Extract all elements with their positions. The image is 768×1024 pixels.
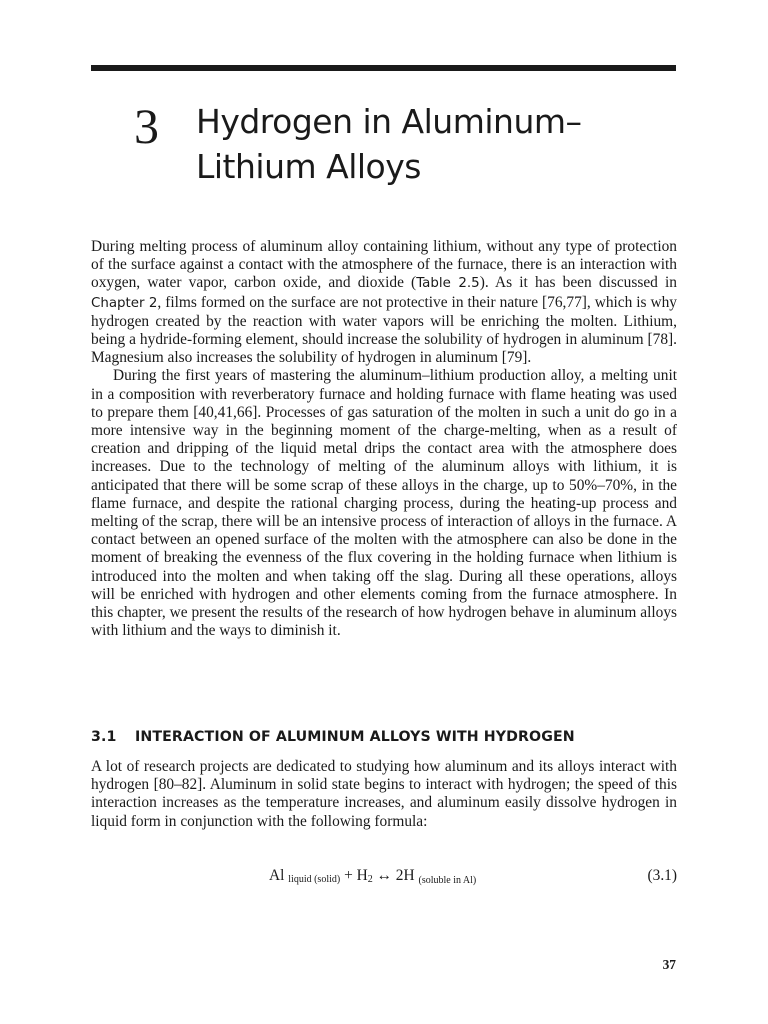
equation-plus-h: + H bbox=[340, 867, 368, 884]
table-reference-link[interactable]: Table 2.5 bbox=[416, 276, 480, 292]
intro-p1-text-b: ). As it has been discussed in bbox=[479, 274, 677, 292]
section-number: 3.1 bbox=[91, 729, 117, 745]
equation-arrow-2h: ↔ 2H bbox=[372, 867, 415, 884]
equation-h2-subscript: 2 bbox=[367, 874, 373, 885]
equation-3-1 bbox=[91, 867, 677, 889]
chapter-title-line-1: Hydrogen in Aluminum– bbox=[196, 102, 582, 141]
section-body bbox=[91, 758, 677, 831]
equation-h-subscript: (soluble in Al) bbox=[418, 875, 477, 886]
chapter-title-line-2: Lithium Alloys bbox=[196, 147, 421, 186]
equation-expression bbox=[269, 867, 476, 886]
intro-p1-text-a: During melting process of aluminum alloy containing lithium, without any type of protection of the surface against a contact with the atmosphere of the furnace, there is an interaction with oxygen, water vapor, carbon oxide, and dioxide ( bbox=[91, 238, 677, 292]
equation-al: Al bbox=[269, 867, 285, 884]
chapter-number: 3 bbox=[134, 98, 159, 154]
intro-body bbox=[91, 238, 677, 640]
chapter-top-rule bbox=[91, 65, 676, 71]
section-title: INTERACTION OF ALUMINUM ALLOYS WITH HYDROGEN bbox=[135, 729, 575, 745]
section-heading bbox=[91, 728, 677, 746]
page-number: 37 bbox=[662, 957, 676, 972]
equation-al-subscript: liquid (solid) bbox=[288, 874, 341, 885]
intro-paragraph-1 bbox=[91, 238, 677, 367]
section-paragraph-1: A lot of research projects are dedicated to studying how aluminum and its alloys interact with hydrogen [80–82]. Aluminum in solid state begins to interact with hydrogen; the speed of this interaction increases as the temperature increases, and aluminum easily dissolve hydrogen in liquid form in conjunction with the following formula: bbox=[91, 758, 677, 830]
intro-paragraph-2: During the first years of mastering the aluminum–lithium production alloy, a melting unit in a composition with reverberatory furnace and holding furnace with flame heating was used to prepare them [40,41,66]. Processes of gas saturation of the molten in such a unit do go in a more intensive way in the beginning moment of the charge-melting, when as a result of creation and dripping of the liquid metal drips the contact area with the atmosphere does increases. Due to the technology of melting of the aluminum alloys with lithium, it is anticipated that there will be some scrap of these alloys in the charge, up to 50%–70%, in the flame furnace, and despite the rational charging process, during the heating-up process and melting of the scrap, there will be an intensive process of interaction of alloys in the furnace. A contact between an opened surface of the molten with the atmosphere can also be done in the moment of breaking the evenness of the flux covering in the holding furnace when lithium is introduced into the molten and when taking off the slag. During all these operations, alloys will be enriched with hydrogen and other elements coming from the furnace atmosphere. In this chapter, we present the results of the research of how hydrogen behave in aluminum alloys with lithium and the ways to diminish it. bbox=[91, 367, 677, 640]
chapter-reference-link[interactable]: Chapter 2 bbox=[91, 295, 158, 311]
chapter-title bbox=[196, 99, 676, 189]
intro-p1-text-c: , films formed on the surface are not protective in their nature [76,77], which is why hydrogen created by the reaction with water vapors will be enriching the molten. Lithium, being a hydride-forming element, should increase the solubility of hydrogen in aluminum [78]. Magnesium also increases the solubility of hydrogen in aluminum [79]. bbox=[91, 293, 677, 367]
equation-number: (3.1) bbox=[647, 867, 677, 884]
